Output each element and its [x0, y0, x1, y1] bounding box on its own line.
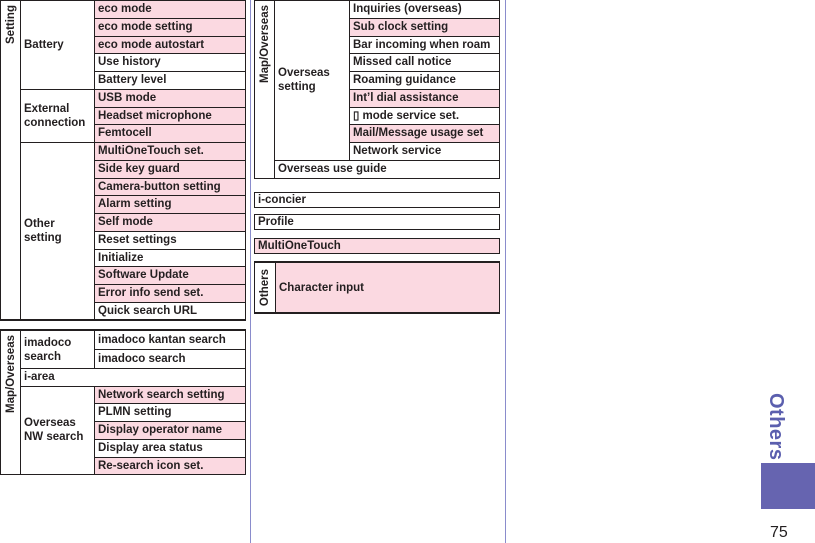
setting-label	[1, 1, 21, 321]
map-overseas-table-right	[254, 0, 500, 179]
column-divider-2	[505, 0, 506, 543]
map-overseas-label-text: Map/Overseas	[4, 335, 17, 414]
menu-item: Re-search icon set.	[95, 457, 246, 475]
i-concier-row: i-concier	[254, 192, 500, 208]
menu-item: imadoco search	[95, 349, 246, 368]
menu-item: Missed call notice	[350, 54, 500, 72]
column-divider-1	[250, 0, 251, 543]
middle-column	[254, 0, 500, 179]
map-overseas-label	[255, 1, 275, 179]
menu-item: Use history	[95, 54, 246, 72]
table-row	[255, 1, 500, 19]
section-tab-label: Others	[765, 393, 787, 461]
menu-item: Network search setting	[95, 386, 246, 404]
menu-item: USB mode	[95, 89, 246, 107]
menu-item: Reset settings	[95, 231, 246, 249]
menu-item: Battery level	[95, 72, 246, 90]
menu-item: Initialize	[95, 249, 246, 267]
menu-item: Side key guard	[95, 160, 246, 178]
menu-item: Mail/Message usage set	[350, 125, 500, 143]
others-table	[254, 261, 500, 314]
table-row	[1, 330, 246, 349]
table-row	[1, 1, 246, 19]
menu-item: eco mode setting	[95, 18, 246, 36]
menu-item: Inquiries (overseas)	[350, 1, 500, 19]
menu-item: Self mode	[95, 214, 246, 232]
menu-item: MultiOneTouch set.	[95, 143, 246, 161]
menu-item: Error info send set.	[95, 285, 246, 303]
table-row	[1, 143, 246, 161]
menu-item: Overseas use guide	[275, 160, 500, 178]
menu-item: Sub clock setting	[350, 18, 500, 36]
menu-item: Software Update	[95, 267, 246, 285]
table-row	[1, 368, 246, 386]
table-row	[1, 386, 246, 404]
map-overseas-label-text: Map/Overseas	[258, 5, 271, 83]
menu-item: eco mode	[95, 1, 246, 19]
menu-item: Alarm setting	[95, 196, 246, 214]
map-overseas-table-left	[0, 329, 246, 475]
setting-table	[0, 0, 246, 321]
group-label: Overseas setting	[275, 1, 350, 161]
menu-item: ▯ mode service set.	[350, 107, 500, 125]
menu-item: PLMN setting	[95, 404, 246, 422]
group-label: imadoco search	[21, 330, 95, 368]
setting-label-text: Setting	[4, 5, 17, 44]
others-label-cell	[255, 263, 276, 312]
section-tab	[761, 393, 815, 509]
menu-item: Bar incoming when roam	[350, 36, 500, 54]
section-tab-box	[761, 463, 815, 509]
menu-item: Display operator name	[95, 422, 246, 440]
menu-item: Roaming guidance	[350, 72, 500, 90]
group-label: Overseas NW search	[21, 386, 95, 475]
menu-item: Femtocell	[95, 125, 246, 143]
menu-item: Int’l dial assistance	[350, 89, 500, 107]
group-label: External connection	[21, 89, 95, 142]
menu-item: Network service	[350, 143, 500, 161]
table-row	[255, 160, 500, 178]
menu-item: i-area	[21, 368, 246, 386]
character-input-cell: Character input	[276, 263, 499, 312]
menu-item: Quick search URL	[95, 302, 246, 320]
map-overseas-label	[1, 330, 21, 475]
page-number: 75	[770, 524, 788, 541]
profile-row: Profile	[254, 214, 500, 230]
menu-item: Display area status	[95, 439, 246, 457]
left-column	[0, 0, 246, 475]
menu-item: Headset microphone	[95, 107, 246, 125]
table-row	[1, 89, 246, 107]
group-label: Other setting	[21, 143, 95, 321]
multionetouch-row: MultiOneTouch	[254, 238, 500, 254]
menu-item: Camera-button setting	[95, 178, 246, 196]
menu-item: imadoco kantan search	[95, 330, 246, 349]
group-label: Battery	[21, 1, 95, 90]
menu-item: eco mode autostart	[95, 36, 246, 54]
others-label: Others	[259, 268, 271, 307]
